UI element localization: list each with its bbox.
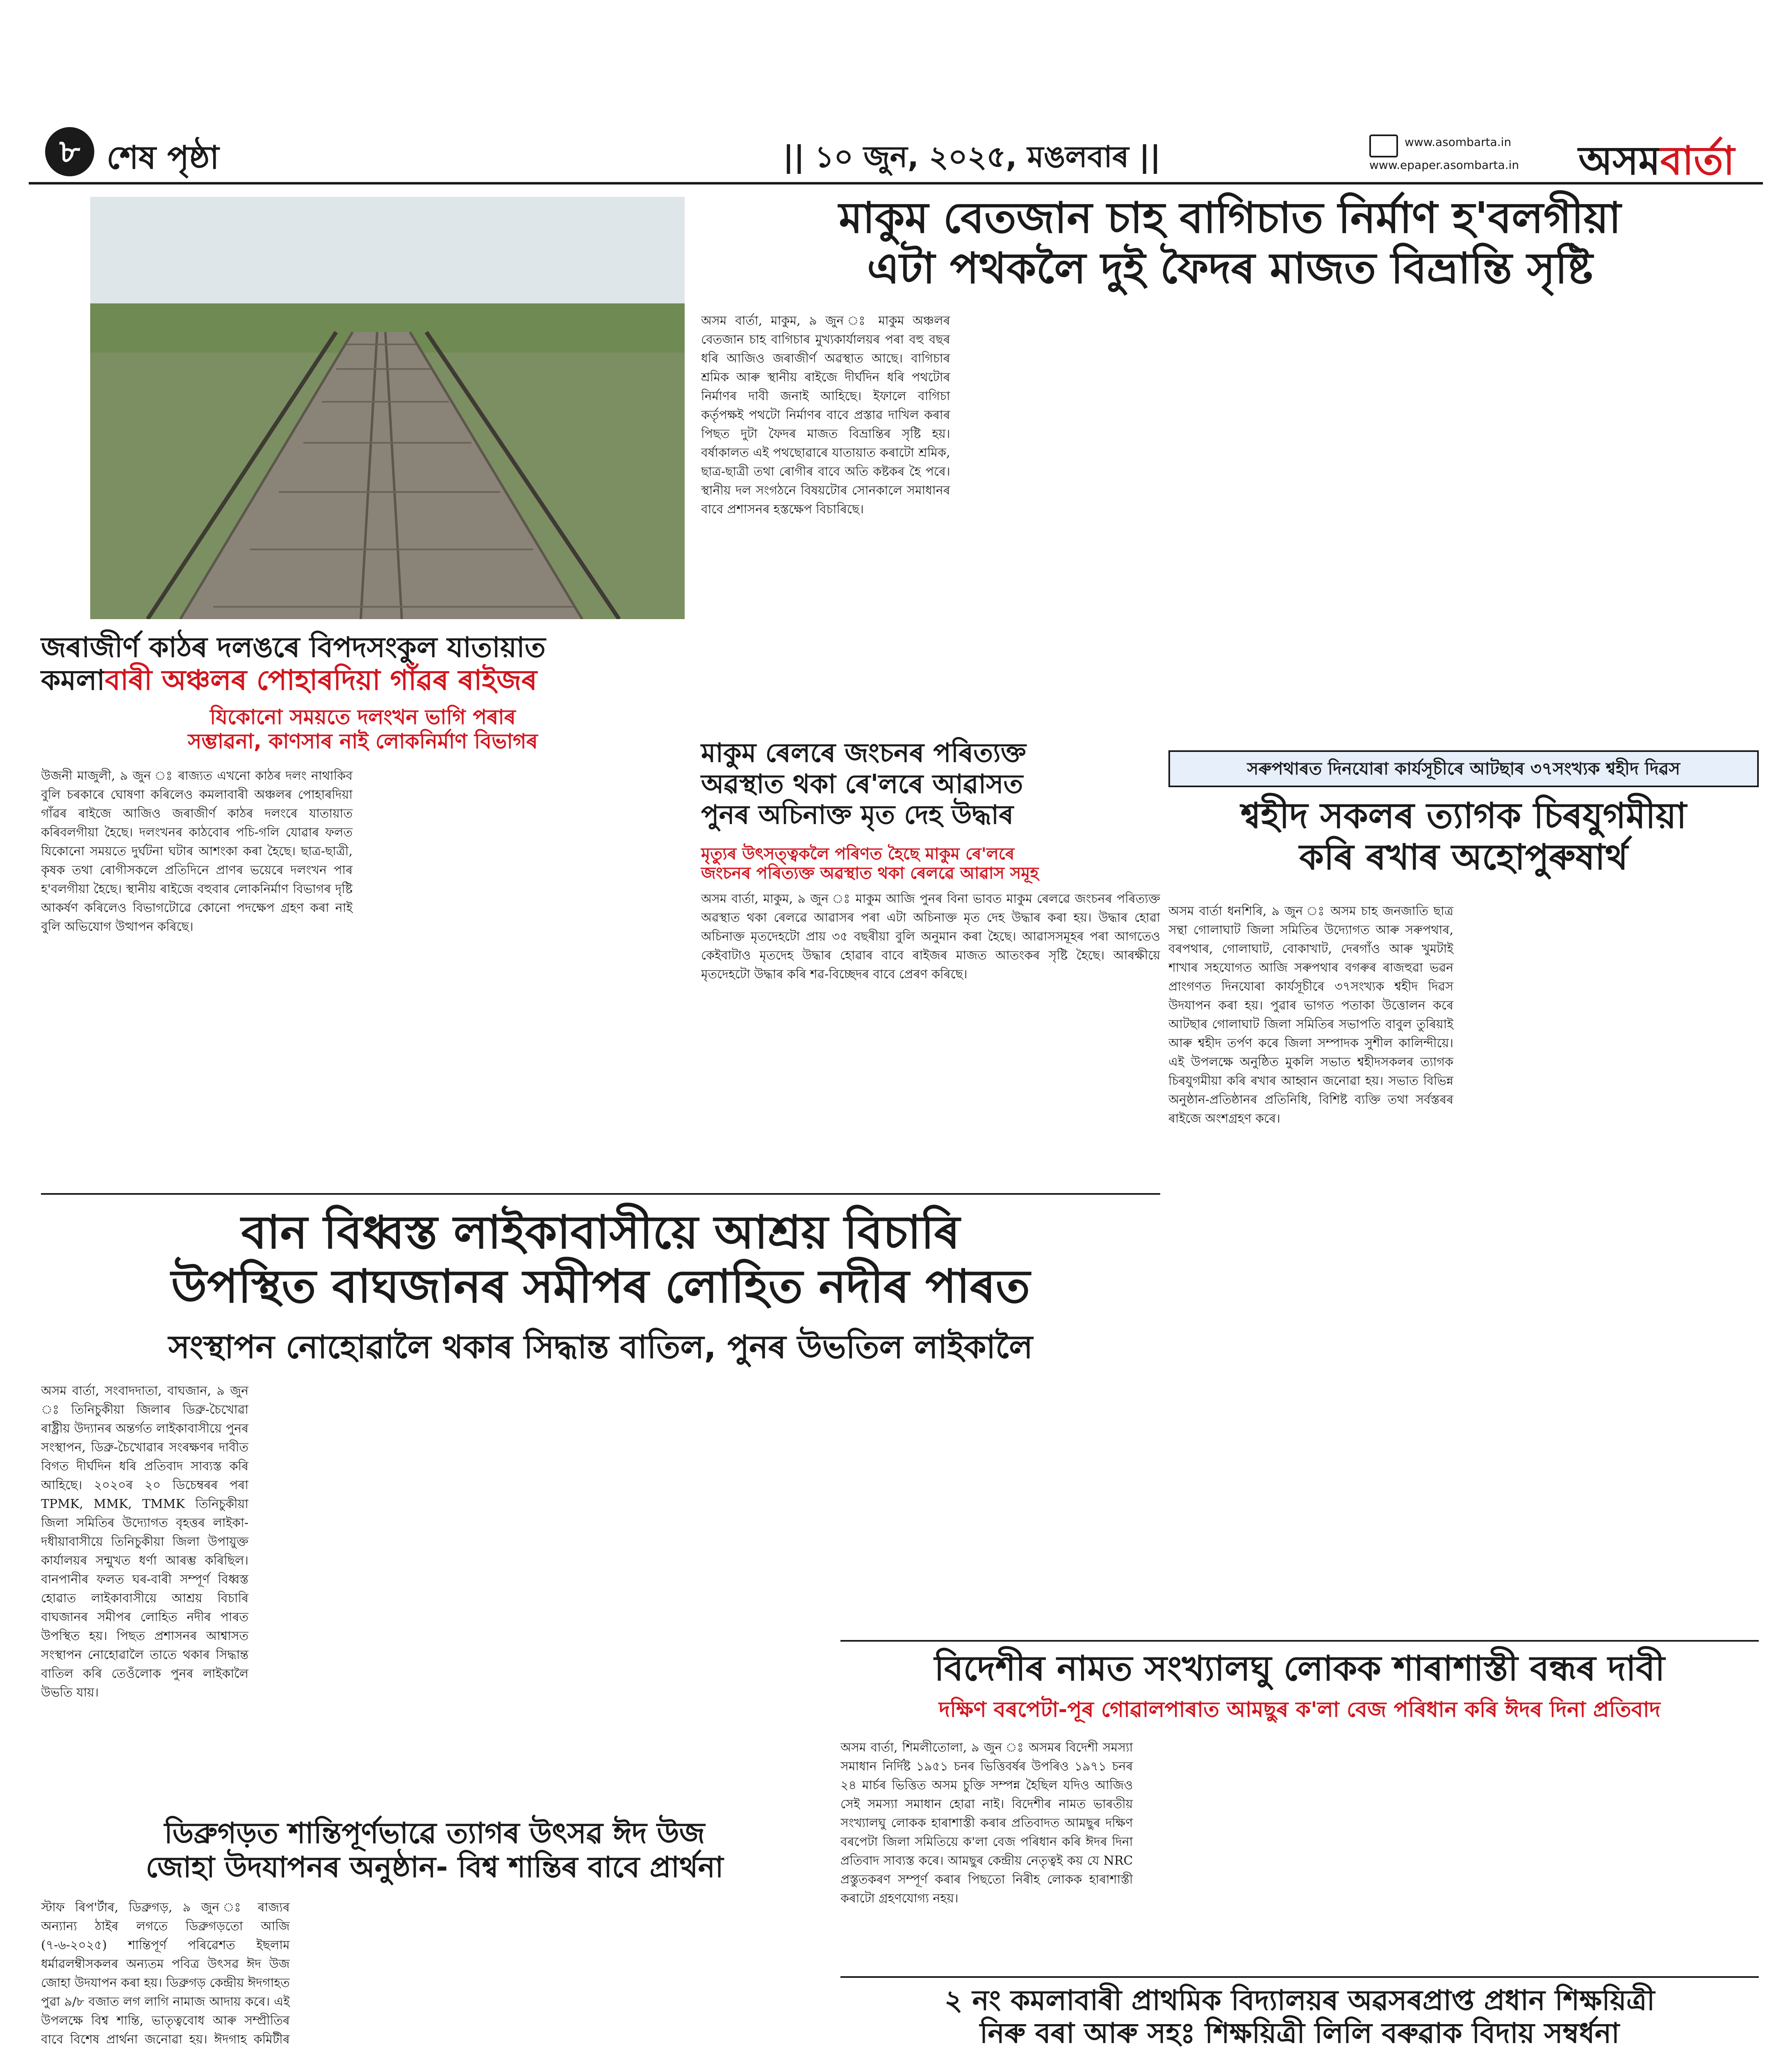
article-body-eid-dibrugarh: স্টাফ ৰিপ'ৰ্টাৰ, ডিব্ৰুগড়, ৯ জুন ঃ ৰাজ্যৰ অন্যান্য ঠাইৰ লগতে ডিব্ৰুগড়তো আজি (৭-৬-২০২৫) শান্তিপূৰ্ণ পৰিৱেশত ইছলাম ধৰ্মাৱলম্বীসকলৰ অন্যতম পবিত্ৰ উৎসৱ ঈদ উজ জোহা উদযাপন কৰা হয়। ডিব্ৰুগড় কেন্দ্ৰীয় ঈদগাহত পুৱা ৯/৮ বজাত লগ লাগি নামাজ আদায় কৰে। এই উপলক্ষে বিশ্ব শান্তি, ভাতৃত্ববোধ আৰু সম্প্ৰীতিৰ বাবে বিশেষ প্ৰাৰ্থনা জনোৱা হয়। ঈদগাহ কমিটীৰ bbox=[41, 1900, 290, 2047]
bridge-illustration bbox=[90, 197, 685, 619]
headline-makum-tea: মাকুম বেতজান চাহ বাগিচাত নিৰ্মাণ হ'বলগীয়া এটা পথকলৈ দুই ফৈদৰ মাজত বিভ্ৰান্তি সৃষ্টি bbox=[839, 193, 1621, 293]
newspaper-logo: অসমবাৰ্তা bbox=[1578, 138, 1735, 184]
subhead-bridge: যিকোনো সময়তে দলংখন ভাগি পৰাৰ সম্ভাৱনা, কাণসাৰ নাই লোকনিৰ্মাণ বিভাগৰ bbox=[188, 705, 538, 753]
article-body-flood: অসম বাৰ্তা, সংবাদদাতা, বাঘজান, ৯ জুন ঃ তিনিচুকীয়া জিলাৰ ডিব্ৰু-চৈখোৱা ৰাষ্ট্ৰীয় উদ্যানৰ অন্তৰ্গত লাইকাবাসীয়ে পুনৰ সংস্থাপন, ডিব্ৰু-চৈখোৱাৰ সংৰক্ষণৰ দাবীত বিগত দীৰ্ঘদিন ধৰি প্ৰতিবাদ সাব্যস্ত কৰি আহিছে। ২০২০ৰ ২০ ডিচেম্বৰৰ পৰা TPMK, MMK, TMMK তিনিচুকীয়া জিলা সমিতিৰ উদ্যোগত বৃহত্তৰ লাইকা-দধীয়াবাসীয়ে তিনিচুকীয়া জিলা উপায়ুক্ত কাৰ্যালয়ৰ সন্মুখত ধৰ্ণা আৰম্ভ কৰিছিল। বানপানীৰ ফলত ঘৰ-বাৰী সম্পূৰ্ণ বিধ্বস্ত হোৱাত লাইকাবাসীয়ে আশ্ৰয় বিচাৰি বাঘজানৰ সমীপৰ লোহিত নদীৰ পাৰত উপস্থিত হয়। পিছত প্ৰশাসনৰ আশ্বাসত সংস্থাপন নোহোৱালৈ তাতে থকাৰ সিদ্ধান্ত বাতিল কৰি তেওঁলোক পুনৰ লাইকালৈ উভতি যায়। bbox=[41, 1384, 248, 1700]
headline-railway: মাকুম ৰেলৰে জংচনৰ পৰিত্যক্ত অৱস্থাত থকা ৰে'লৰে আৱাসত পুনৰ অচিনাক্ত মৃত দেহ উদ্ধাৰ bbox=[701, 738, 1026, 831]
subhead-foreigners: দক্ষিণ বৰপেটা-পূৰ গোৱালপাৰাত আমছুৰ ক'লা বেজ পৰিধান কৰি ঈদৰ দিনা প্ৰতিবাদ bbox=[938, 1697, 1661, 1722]
headline-martyrs: শ্বহীদ সকলৰ ত্যাগক চিৰযুগমীয়া কৰি ৰখাৰ অহোপুৰুষাৰ্থ bbox=[1241, 795, 1687, 878]
masthead bbox=[29, 123, 1763, 184]
headline-foreigners: বিদেশীৰ নামত সংখ্যালঘু লোকক শাৰাশাস্তী বন্ধৰ দাবী bbox=[934, 1648, 1665, 1688]
kicker-martyrs: সৰুপথাৰত দিনযোৰা কাৰ্যসূচীৰে আটছাৰ ৩৭সংখ্যক শ্বহীদ দিৱস bbox=[1168, 750, 1759, 787]
article-body-foreigners: অসম বাৰ্তা, শিমলীতোলা, ৯ জুন ঃ অসমৰ বিদেশী সমস্যা সমাধান নিৰ্দিষ্ট ১৯৫১ চনৰ ভিত্তিবৰ্ষৰ উপৰিও ১৯৭১ চনৰ ২৪ মাৰ্চৰ ভিত্তিত অসম চুক্তি সম্পন্ন হৈছিল যদিও আজিও সেই সমস্যা সমাধান হোৱা নাই। বিদেশীৰ নামত ভাৰতীয় সংখ্যালঘু লোকক হাৰাশাস্তী কৰাৰ প্ৰতিবাদত আমছুৰ দক্ষিণ বৰপেটা জিলা সমিতিয়ে ক'লা বেজ পৰিধান কৰি ঈদৰ দিনা প্ৰতিবাদ সাব্যস্ত কৰে। আমছুৰ কেন্দ্ৰীয় নেতৃত্বই কয় যে NRC প্ৰস্তুতকৰণ সম্পূৰ্ণ কৰাৰ পিছতো নিৰীহ লোকক হাৰাশাস্তী কৰাটো গ্ৰহণযোগ্য নহয়। bbox=[840, 1740, 1133, 1906]
article-body-martyrs: অসম বাৰ্তা ধনশিৰি, ৯ জুন ঃ অসম চাহ জনজাতি ছাত্ৰ সন্থা গোলাঘাট জিলা সমিতিৰ উদ্যোগত আৰু সৰুপথাৰ, বৰপথাৰ, গোলাঘাট, বোকাখাট, দেৰগাঁও আৰু খুমটাই শাখাৰ সহযোগত আজি সৰুপথাৰ বগৰুৰ ৰাজহুৱা ভৱন প্ৰাংগণত দিনযোৰা কাৰ্যসূচীৰে ৩৭সংখ্যক শ্বহীদ দিৱস উদযাপন কৰা হয়। পুৱাৰ ভাগত পতাকা উত্তোলন কৰে আটছাৰ গোলাঘাট জিলা সমিতিৰ সভাপতি বাবুল তুৰিয়াই আৰু শ্বহীদ তৰ্পণ কৰে জিলা সম্পাদক সুশীল কালিন্দীয়ে। এই উপলক্ষে অনুষ্ঠিত মুকলি সভাত শ্বহীদসকলৰ ত্যাগক চিৰযুগমীয়া কৰি ৰখাৰ আহ্বান জনোৱা হয়। সভাত বিভিন্ন অনুষ্ঠান-প্ৰতিষ্ঠানৰ প্ৰতিনিধি, বিশিষ্ট ব্যক্তি তথা সৰ্বস্তৰৰ ৰাইজে অংশগ্ৰহণ কৰে। bbox=[1168, 904, 1453, 1126]
website-links bbox=[1369, 134, 1519, 173]
article-body-makum-tea: অসম বাৰ্তা, মাকুম, ৯ জুন ঃ মাকুম অঞ্চলৰ বেতজান চাহ বাগিচাৰ মুখ্যকাৰ্যালয়ৰ পৰা বহু বছৰ ধৰি আজিও জৰাজীৰ্ণ অৱস্থাত আছে। বাগিচাৰ শ্ৰমিক আৰু স্থানীয় ৰাইজে দীৰ্ঘদিন ধৰি পথটোৰ নিৰ্মাণৰ দাবী জনাই আহিছে। ইফালে বাগিচা কৰ্তৃপক্ষই পথটো নিৰ্মাণৰ বাবে প্ৰস্তাৱ দাখিল কৰাৰ পিছত দুটা ফৈদৰ মাজত বিভ্ৰান্তিৰ সৃষ্টি হয়। বৰ্ষাকালত এই পথছোৱাৰে যাতায়াত কৰাটো শ্ৰমিক, ছাত্ৰ-ছাত্ৰী তথা ৰোগীৰ বাবে অতি কষ্টকৰ হৈ পৰে। স্থানীয় দল সংগঠনে বিষয়টোৰ সোনকালে সমাধানৰ বাবে প্ৰশাসনৰ হস্তক্ষেপ বিচাৰিছে। bbox=[701, 314, 950, 517]
website-url[interactable]: www.asombarta.in bbox=[1405, 135, 1512, 149]
website-icon bbox=[1369, 134, 1398, 157]
divider-retirement bbox=[840, 1976, 1759, 1978]
article-body-bridge: উজনী মাজুলী, ৯ জুন ঃ ৰাজ্যত এখনো কাঠৰ দলং নাথাকিব বুলি চৰকাৰে ঘোষণা কৰিলেও কমলাবাৰী অঞ্চলৰ পোহাৰদিয়া গাঁৱৰ ৰাইজে আজিও জৰাজীৰ্ণ কাঠৰ দলংৰে যাতায়াত কৰিবলগীয়া হৈছে। দলংখনৰ কাঠবোৰ পচি-গলি যোৱাৰ ফলত যিকোনো সময়তে দুৰ্ঘটনা ঘটাৰ আশংকা কৰা হৈছে। ছাত্ৰ-ছাত্ৰী, কৃষক তথা ৰোগীসকলে প্ৰতিদিনে প্ৰাণৰ ভয়েৰে দলংখন পাৰ হ'বলগীয়া হৈছে। স্থানীয় ৰাইজে বহুবাৰ লোকনিৰ্মাণ বিভাগৰ দৃষ্টি আকৰ্ষণ কৰিলেও বিভাগটোৱে কোনো পদক্ষেপ গ্ৰহণ কৰা নাই বুলি অভিযোগ উত্থাপন কৰিছে। bbox=[41, 769, 353, 934]
divider-flood bbox=[41, 1193, 1160, 1195]
page-number: ৮ bbox=[45, 127, 94, 176]
subhead-flood: সংস্থাপন নোহোৱালৈ থকাৰ সিদ্ধান্ত বাতিল, পুনৰ উভতিল লাইকালৈ bbox=[168, 1329, 1033, 1366]
headline-eid-dibrugarh: ডিব্ৰুগড়ত শান্তিপূৰ্ণভাৱে ত্যাগৰ উৎসৱ ঈদ উজ জোহা উদযাপনৰ অনুষ্ঠান- বিশ্ব শান্তিৰ বাবে প্ৰাৰ্থনা bbox=[146, 1816, 724, 1884]
issue-date: || ১০ জুন, ২০২৫, মঙলবাৰ || bbox=[783, 139, 1161, 174]
article-body-railway: অসম বাৰ্তা, মাকুম, ৯ জুন ঃ মাকুম আজি পুনৰ বিনা ভাবত মাকুম ৰেলৱে জংচনৰ পৰিত্যক্ত অৱস্থাত থকা ৰেলৱে আৱাসৰ পৰা এটা অচিনাক্ত মৃত দেহ উদ্ধাৰ কৰা হয়। উদ্ধাৰ হোৱা অচিনাক্ত মৃতদেহটো প্ৰায় ৩৫ বছৰীয়া বুলি অনুমান কৰা হৈছে। আৱাসসমূহৰ পৰা আগতেও কেইবাটাও মৃতদেহ উদ্ধাৰ হোৱাৰ বাবে ৰাইজৰ মাজত আতংকৰ সৃষ্টি হৈছে। আৰক্ষীয়ে মৃতদেহটো উদ্ধাৰ কৰি শৱ-বিচ্ছেদৰ বাবে প্ৰেৰণ কৰিছে। bbox=[701, 892, 1160, 982]
headline-retirement: ২ নং কমলাবাৰী প্ৰাথমিক বিদ্যালয়ৰ অৱসৰপ্ৰাপ্ত প্ৰধান শিক্ষয়িত্ৰী নিৰু বৰা আৰু সহঃ শিক্ষয়িত্ৰী লিলি বৰুৱাক বিদায় সম্বৰ্ধনা bbox=[944, 1984, 1655, 2050]
bridge-photo bbox=[90, 197, 685, 619]
epaper-url[interactable]: www.epaper.asombarta.in bbox=[1369, 158, 1519, 172]
headline-flood: বান বিধ্বস্ত লাইকাবাসীয়ে আশ্ৰয় বিচাৰি উপস্থিত বাঘজানৰ সমীপৰ লোহিত নদীৰ পাৰত bbox=[171, 1206, 1030, 1314]
divider-foreigners bbox=[840, 1640, 1759, 1642]
section-label: শেষ পৃষ্ঠা bbox=[107, 139, 219, 176]
subhead-railway: মৃত্যুৰ উৎসত্ত্বকলৈ পৰিণত হৈছে মাকুম ৰে'লৰে জংচনৰ পৰিত্যক্ত অৱস্থাত থকা ৰেলৱে আৱাস সমূহ bbox=[701, 845, 1039, 883]
headline-bridge: জৰাজীৰ্ণ কাঠৰ দলঙৰে বিপদসংকুল যাতায়াত কমলাবাৰী অঞ্চলৰ পোহাৰদিয়া গাঁৱৰ ৰাইজৰ bbox=[41, 631, 546, 697]
